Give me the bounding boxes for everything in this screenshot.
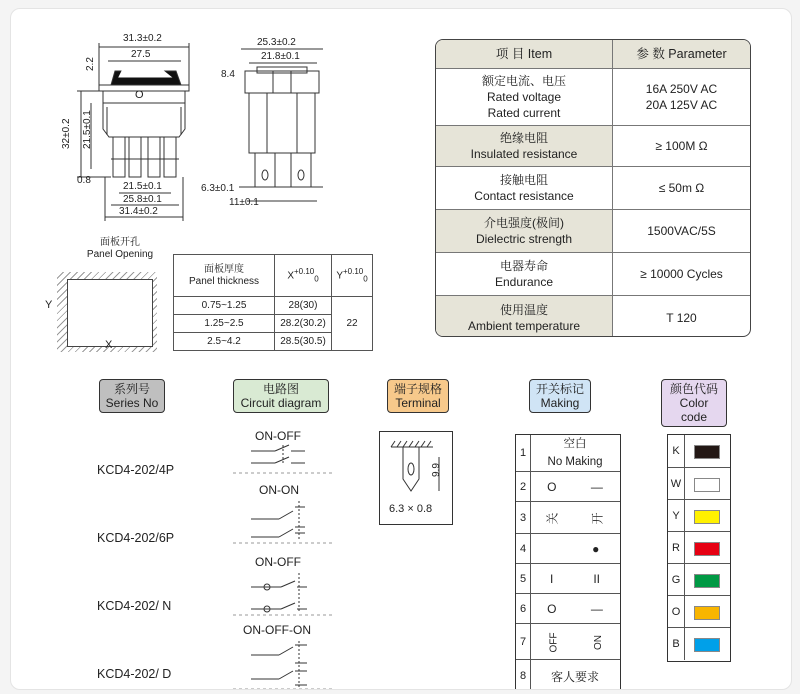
making-row-6: 6 O — — [516, 593, 620, 624]
dim-side-body: 21.8±0.1 — [261, 51, 300, 62]
making-row-7: 7 OFF ON — [516, 623, 620, 660]
mode-4p: ON-OFF — [255, 429, 301, 443]
series-6p: KCD4-202/6P — [97, 531, 175, 545]
color-swatch — [694, 478, 720, 492]
color-row-g — [668, 563, 730, 596]
color-row-r — [668, 531, 730, 564]
series-header: 系列号 Series No — [99, 379, 165, 413]
series-d: KCD4-202/ D — [97, 667, 172, 681]
dim-top-height: 2.2 — [85, 57, 96, 71]
mode-6p: ON-ON — [259, 483, 299, 497]
making-table — [515, 434, 621, 690]
x-cell: 28.5(30.5) — [275, 333, 332, 351]
making-row-3: 3 关 开 — [516, 501, 620, 534]
dim-side-overall: 25.3±0.2 — [257, 37, 296, 48]
spec-header-row — [436, 40, 750, 68]
thickness-cell: 1.25~2.5 — [174, 315, 275, 333]
color-swatch — [694, 574, 720, 588]
making-row-8: 8 客人要求 — [516, 659, 620, 690]
color-letter: G — [668, 564, 685, 596]
terminal-size: 6.3 × 0.8 — [389, 503, 433, 515]
color-letter: B — [668, 628, 685, 660]
y-cell: 22 — [332, 297, 373, 351]
color-row-w — [668, 467, 730, 500]
making-row-5: 5 I II — [516, 563, 620, 594]
dim-terminal-span: 21.5±0.1 — [123, 181, 162, 192]
panel-thickness-header: 面板厚度 Panel thickness — [174, 255, 275, 297]
color-swatch — [694, 542, 720, 556]
series-n: KCD4-202/ N — [97, 599, 172, 613]
color-letter: R — [668, 532, 685, 564]
spec-row-dielectric: 介电强度(极间) Dielectric strength 1500VAC/5S — [436, 209, 750, 252]
spec-row-insulation: 绝缘电阻 Insulated resistance ≥ 100M Ω — [436, 125, 750, 166]
dim-total-height: 32±0.2 — [61, 118, 72, 149]
color-row-k — [668, 435, 730, 467]
panel-opening-title — [75, 237, 165, 261]
making-row-1: 1 空白 No Making — [516, 435, 620, 471]
color-letter: O — [668, 596, 685, 628]
panel-opening-cn: 面板开孔 — [100, 237, 140, 248]
front-rocker-symbol: O — [135, 89, 144, 101]
spec-row-contact: 接触电阻 Contact resistance ≤ 50m Ω — [436, 166, 750, 209]
color-row-b — [668, 627, 730, 660]
panel-y-label: Y — [45, 299, 53, 311]
spec-row-endurance: 电器寿命 Endurance ≥ 10000 Cycles — [436, 252, 750, 295]
x-tolerance-header: $X^{+0.10}_0$ — [275, 255, 332, 297]
panel-opening-en: Panel Opening — [86, 249, 154, 260]
terminal-header: 端子规格 Terminal — [387, 379, 449, 413]
making-header: 开关标记 Making — [529, 379, 591, 413]
mode-d: ON-OFF-ON — [243, 623, 311, 637]
dim-terminal-width: 6.3±0.1 — [201, 183, 235, 194]
color-swatch — [694, 606, 720, 620]
circuit-diagrams — [233, 441, 333, 689]
dim-body-height: 21.5±0.1 — [82, 110, 93, 149]
color-row-o — [668, 595, 730, 628]
making-row-4: 4 ● — [516, 533, 620, 564]
circuit-header: 电路图 Circuit diagram — [233, 379, 329, 413]
thickness-cell: 2.5~4.2 — [174, 333, 275, 351]
panel-x-label: X — [105, 339, 113, 351]
making-row-2: 2 O — — [516, 471, 620, 502]
thickness-cell: 0.75~1.25 — [174, 297, 275, 315]
color-letter: K — [668, 435, 685, 467]
mode-n: ON-OFF — [255, 555, 301, 569]
y-tolerance-header: $Y^{+0.10}_0$ — [332, 255, 373, 297]
datasheet — [10, 8, 792, 690]
front-view-drawing — [11, 9, 431, 249]
x-cell: 28.2(30.2) — [275, 315, 332, 333]
color-swatch — [694, 638, 720, 652]
color-code-table — [667, 434, 731, 662]
dim-overall-width: 31.3±0.2 — [123, 33, 162, 44]
spec-row-rating: 额定电流、电压 Rated voltage Rated current 16A 250V AC 20A 125V AC — [436, 68, 750, 125]
dim-base-width: 31.4±0.2 — [119, 206, 158, 217]
dim-terminal-pitch: 11±0.1 — [229, 197, 259, 208]
color-swatch — [694, 510, 720, 524]
spec-table — [435, 39, 751, 337]
dim-bottom-width: 25.8±0.1 — [123, 194, 162, 205]
color-swatch — [694, 445, 720, 459]
dim-side-height: 8.4 — [221, 69, 235, 80]
color-row-y — [668, 499, 730, 532]
color-letter: W — [668, 468, 685, 500]
dim-flange: 0.8 — [77, 175, 91, 186]
color-header: 颜色代码 Color code — [661, 379, 727, 427]
series-4p: KCD4-202/4P — [97, 463, 175, 477]
spec-header-item: 项 目 Item — [436, 40, 613, 68]
spec-row-temperature: 使用温度 Ambient temperature T 120 — [436, 295, 750, 337]
spec-header-param: 参 数 Parameter — [613, 40, 750, 68]
x-cell: 28(30) — [275, 297, 332, 315]
panel-cutout — [67, 279, 153, 347]
terminal-height: 9.9 — [431, 463, 442, 477]
panel-thickness-table — [173, 254, 373, 351]
dim-rocker-width: 27.5 — [131, 49, 151, 60]
color-letter: Y — [668, 500, 685, 532]
